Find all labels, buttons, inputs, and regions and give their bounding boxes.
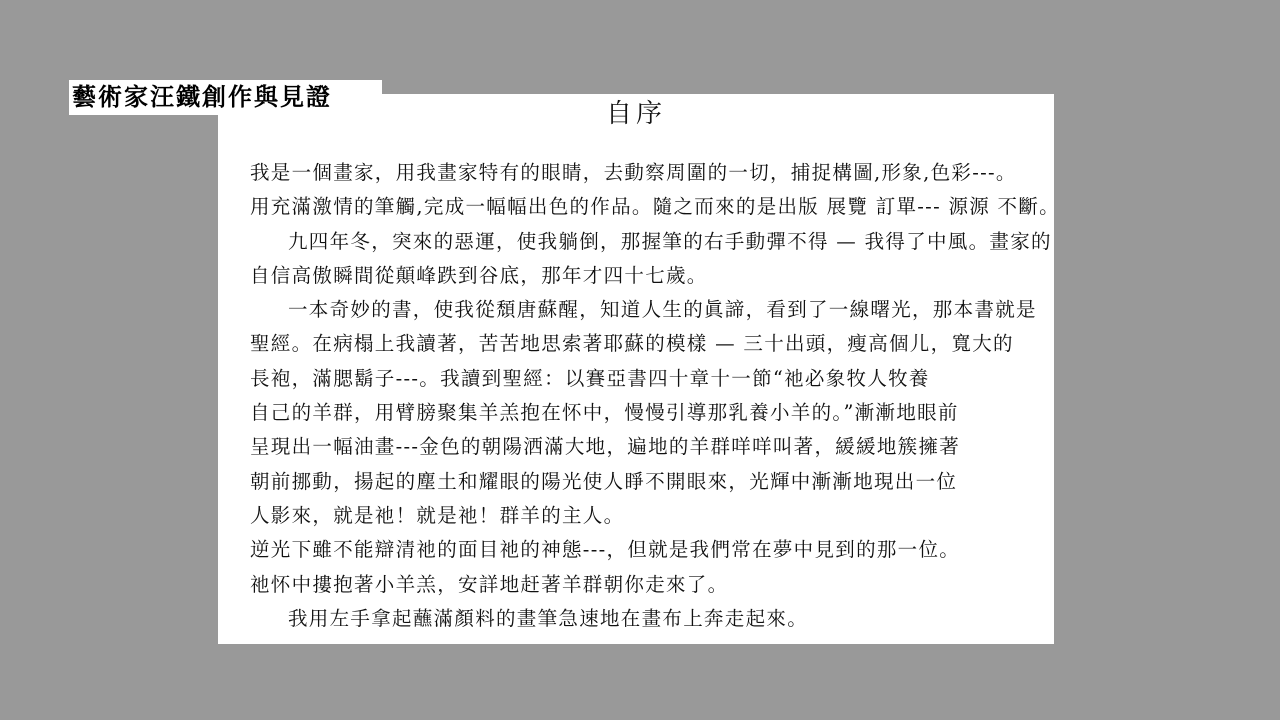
- text-line: 聖經。在病榻上我讀著，苦苦地思索著耶蘇的模樣 — 三十出頭，瘦高個儿，寬大的: [250, 332, 1014, 356]
- text-line: 一本奇妙的書，使我從頹唐蘇醒，知道人生的眞諦，看到了一線曙光，那本書就是: [288, 298, 1037, 322]
- text-line: 九四年冬，突來的惡運，使我躺倒，那握筆的右手動彈不得 — 我得了中風。畫家的: [288, 229, 1052, 253]
- text-line: 自己的羊群，用臂膀聚集羊羔抱在怀中，慢慢引導那乳養小羊的。”漸漸地眼前: [250, 401, 959, 425]
- text-line: 長袍，滿腮鬍子---。我讀到聖經：以賽亞書四十章十一節“祂必象牧人牧養: [250, 366, 930, 390]
- text-line: 人影來，就是祂！就是祂！群羊的主人。: [250, 503, 625, 527]
- text-line: 自信高傲瞬間從顛峰跌到谷底，那年才四十七歲。: [250, 263, 708, 287]
- text-line: 祂怀中摟抱著小羊羔，安詳地赶著羊群朝你走來了。: [250, 572, 729, 596]
- text-line: 我用左手拿起蘸滿顏料的畫筆急速地在畫布上奔走起來。: [288, 606, 809, 630]
- text-line: 呈現出一幅油畫---金色的朝陽洒滿大地，遍地的羊群咩咩叫著，緩緩地簇擁著: [250, 435, 961, 459]
- document-body: [250, 156, 1060, 636]
- text-line: 用充滿激情的筆觸,完成一幅幅出色的作品。隨之而來的是出版 展覽 訂單--- 源源 不斷。: [250, 195, 1060, 219]
- text-line: 逆光下雖不能辯清祂的面目祂的神態---，但就是我們常在夢中見到的那一位。: [250, 538, 961, 562]
- text-line: 我是一個畫家，用我畫家特有的眼睛，去動察周圍的一切，捕捉構圖,形象,色彩---。: [250, 161, 1017, 184]
- document-page: [218, 94, 1060, 644]
- text-line: 朝前挪動，揚起的塵土和耀眼的陽光使人睜不開眼來，光輝中漸漸地現出一位: [250, 469, 958, 493]
- document-heading: 自序: [605, 99, 666, 129]
- slide-title-label: 藝術家汪鐵創作與見證: [69, 80, 382, 115]
